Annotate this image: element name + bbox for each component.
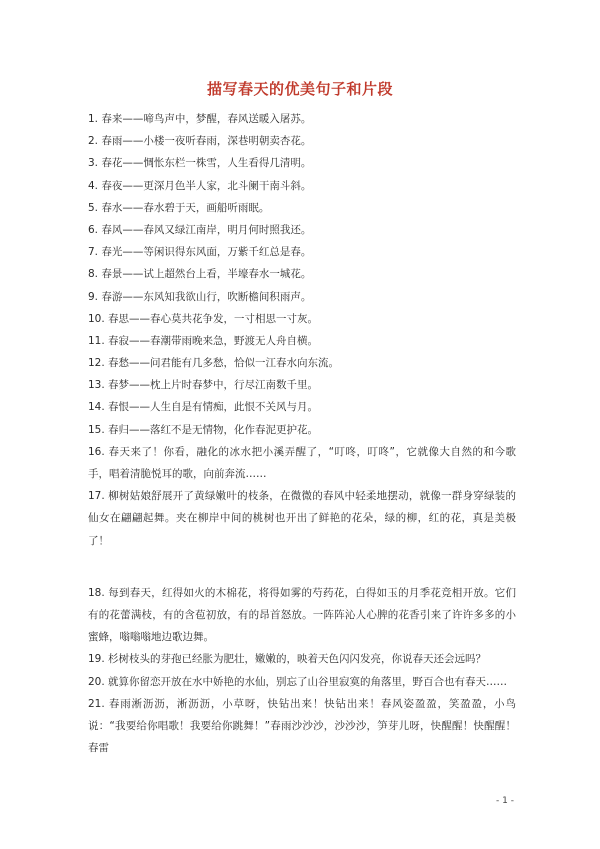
paragraph: 20. 就算你留恋开放在水中娇艳的水仙，别忘了山谷里寂寞的角落里，野百合也有春天…… [88, 675, 508, 688]
document-body [88, 108, 516, 759]
text-line: 13. 春梦——枕上片时春梦中，行尽江南数千里。 [88, 379, 319, 392]
paragraph: 19. 杉树枝头的芽孢已经胀为肥壮，嫩嫩的，映着天色闪闪发亮，你说春天还会远吗？ [88, 653, 487, 666]
text-line: 12. 春愁——问君能有几多愁，恰似一江春水向东流。 [88, 357, 340, 370]
paragraph: 17. 柳树姑娘舒展开了黄绿嫩叶的枝条，在微微的春风中轻柔地摆动，就像一群身穿绿装的仙女在翩翩起舞。夹在柳岸中间的桃树也开出了鲜艳的花朵，绿的柳，红的花，真是美极了！ [88, 490, 516, 547]
text-line: 5. 春水——春水碧于天，画船听雨眠。 [88, 201, 270, 214]
text-line: 9. 春游——东风知我欲山行，吹断檐间积雨声。 [88, 290, 312, 303]
text-line: 8. 春景——试上超然台上看，半壕春水一城花。 [88, 268, 312, 281]
text-line: 15. 春归——落红不是无情物，化作春泥更护花。 [88, 423, 319, 436]
text-line: 7. 春光——等闲识得东风面，万紫千红总是春。 [88, 246, 312, 259]
document-title: 描写春天的优美句子和片段 [206, 80, 393, 98]
text-line: 3. 春花——惆怅东栏一株雪，人生看得几清明。 [88, 157, 312, 170]
text-line: 4. 春夜——更深月色半人家，北斗阑干南斗斜。 [88, 179, 312, 192]
paragraph: 21. 春雨淅沥沥，淅沥沥，小草呀，快钻出来！快钻出来！春风姿盈盈，笑盈盈，小鸟说：“我要给你唱歌！我要给你跳舞！”春雨沙沙沙，沙沙沙，笋芽儿呀，快醒醒！快醒醒！春雷 [88, 697, 516, 755]
paragraph: 18. 每到春天，红得如火的木棉花，将得如雾的芍药花，白得如玉的月季花竞相开放。它们有的花蕾满枝，有的含苞初放，有的昂首怒放。一阵阵沁人心脾的花香引来了许许多多的小蜜蜂，嗡嗡嗡地边歌边舞。 [88, 586, 516, 644]
text-line: 1. 春来——啼鸟声中，梦醒，春风送暖入屠苏。 [88, 113, 312, 125]
text-line: 6. 春风——春风又绿江南岸，明月何时照我还。 [88, 223, 312, 236]
text-line: 14. 春恨——人生自是有情痴，此恨不关风与月。 [88, 401, 319, 414]
text-line: 10. 春思——春心莫共花争发，一寸相思一寸灰。 [88, 312, 319, 325]
text-line: 2. 春雨——小楼一夜听春雨，深巷明朝卖杏花。 [88, 135, 312, 148]
text-line: 11. 春寂——春潮带雨晚来急，野渡无人舟自横。 [88, 334, 319, 347]
page-number: - 1 - [496, 796, 514, 806]
paragraph: 16. 春天来了！你看，融化的冰水把小溪弄醒了，“叮咚，叮咚”，它就像大自然的和今歌手，唱着清脆悦耳的歌，向前奔流…… [88, 445, 516, 481]
